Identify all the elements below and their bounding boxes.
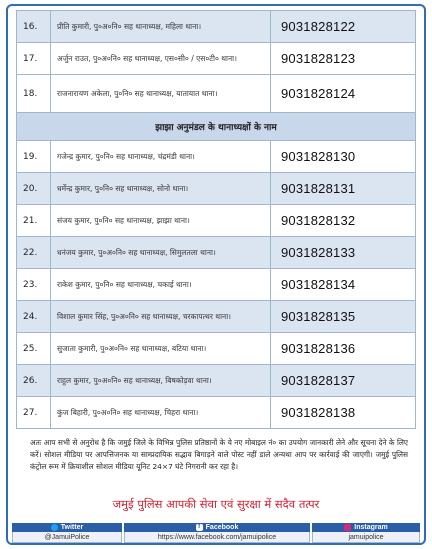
- instagram-label: Instagram: [354, 524, 388, 531]
- table-row: [17, 397, 416, 429]
- officer-name: कुंज बिहारी, पु०अ०नि० सह थानाध्यक्ष, चिहरा थाना।: [51, 397, 271, 429]
- officer-name: संजय कुमार, पु०नि० सह थानाध्यक्ष, झाझा थाना।: [51, 205, 271, 237]
- officer-name: प्रीति कुमारी, पु०अ०नि० सह थानाध्यक्ष, महिला थाना।: [51, 11, 271, 43]
- table-row: [17, 269, 416, 301]
- table-row: [17, 11, 416, 43]
- serial-number: 23.: [17, 269, 51, 301]
- officer-name: राहुल कुमार, पु०अ०नि० सह थानाध्यक्ष, बिषकोड़वा थाना।: [51, 365, 271, 397]
- facebook-header: [124, 523, 310, 532]
- serial-number: 17.: [17, 43, 51, 75]
- facebook-label: Facebook: [205, 524, 239, 531]
- table-row: [17, 141, 416, 173]
- serial-number: 27.: [17, 397, 51, 429]
- phone-number: 9031828122: [271, 11, 416, 43]
- twitter-handle[interactable]: @JamuiPolice: [12, 532, 122, 543]
- section-title: झाझा अनुमंडल के थानाध्यक्षों के नाम: [17, 113, 416, 141]
- phone-number: 9031828136: [271, 333, 416, 365]
- advisory-note: अतः आप सभी से अनुरोध है कि जमुई जिले के विभिन्न पुलिस प्रतिष्ठानों के ये नए मोबाइल नं० का उपयोग जानकारी लेने और सूचना देने के लिए करें। सोशल मीडिया पर आपत्तिजनक या साम्प्रदायिक सद्भाव बिगाड़ने वाले पोस्ट नहीं डाले अन्यथा आप पर कार्रवाई की जाएगी। जमुई पुलिस कंट्रोल रूम में क्रियाशील सोशल मीडिया यूनिट 24×7 घंटे निगरानी कर रहा है।: [30, 438, 408, 471]
- table-row: [17, 365, 416, 397]
- officer-name: विशाल कुमार सिंह, पु०अ०नि० सह थानाध्यक्ष, चरकापत्थर थाना।: [51, 301, 271, 333]
- phone-number: 9031828137: [271, 365, 416, 397]
- serial-number: 25.: [17, 333, 51, 365]
- serial-number: 16.: [17, 11, 51, 43]
- table-row: [17, 333, 416, 365]
- instagram-block[interactable]: [312, 523, 420, 543]
- phone-number: 9031828124: [271, 75, 416, 113]
- phone-number: 9031828134: [271, 269, 416, 301]
- facebook-icon: f: [196, 524, 203, 531]
- officer-name: राकेश कुमार, पु०नि० सह थानाध्यक्ष, चकाई थाना।: [51, 269, 271, 301]
- phone-number: 9031828135: [271, 301, 416, 333]
- officer-name: राजनारायण अकेला, पु०नि० सह थानाध्यक्ष, यातायात थाना।: [51, 75, 271, 113]
- officer-name: धनंजय कुमार, पु०अ०नि० सह थानाध्यक्ष, सिमुलतला थाना।: [51, 237, 271, 269]
- instagram-handle[interactable]: jamuipolice: [312, 532, 420, 543]
- table-row: [17, 173, 416, 205]
- phone-number: 9031828131: [271, 173, 416, 205]
- serial-number: 18.: [17, 75, 51, 113]
- serial-number: 20.: [17, 173, 51, 205]
- twitter-label: Twitter: [60, 524, 84, 531]
- police-slogan: जमुई पुलिस आपकी सेवा एवं सुरक्षा में सदैव तत्पर: [112, 497, 320, 511]
- instagram-icon: [344, 524, 351, 531]
- table-row: [17, 205, 416, 237]
- serial-number: 26.: [17, 365, 51, 397]
- phone-number: 9031828133: [271, 237, 416, 269]
- table-row: [17, 43, 416, 75]
- phone-number: 9031828123: [271, 43, 416, 75]
- serial-number: 22.: [17, 237, 51, 269]
- facebook-block[interactable]: [124, 523, 310, 543]
- twitter-block[interactable]: [12, 523, 122, 543]
- document-page: [6, 4, 426, 545]
- officer-name: सुजाता कुमारी, पु०अ०नि० सह थानाध्यक्ष, बटिया थाना।: [51, 333, 271, 365]
- section-header-row: [17, 113, 416, 141]
- officer-name: गजेन्द्र कुमार, पु०नि० सह थानाध्यक्ष, चंद्रमंडी थाना।: [51, 141, 271, 173]
- table-row: [17, 75, 416, 113]
- instagram-header: [312, 523, 420, 532]
- twitter-icon: [51, 524, 58, 531]
- phone-number: 9031828138: [271, 397, 416, 429]
- serial-number: 19.: [17, 141, 51, 173]
- facebook-handle[interactable]: https://www.facebook.com/jamuipolice: [124, 532, 310, 543]
- phone-number: 9031828130: [271, 141, 416, 173]
- phone-number: 9031828132: [271, 205, 416, 237]
- serial-number: 21.: [17, 205, 51, 237]
- table-row: [17, 237, 416, 269]
- twitter-header: [12, 523, 122, 532]
- table-row: [17, 301, 416, 333]
- social-media-footer: [12, 523, 420, 543]
- contact-table: [16, 10, 416, 429]
- officer-name: अर्जुन राउत, पु०अ०नि० सह थानाध्यक्ष, एस०सी० / एस०टी० थाना।: [51, 43, 271, 75]
- serial-number: 24.: [17, 301, 51, 333]
- officer-name: धर्मेन्द्र कुमार, पु०नि० सह थानाध्यक्ष, सोनो थाना।: [51, 173, 271, 205]
